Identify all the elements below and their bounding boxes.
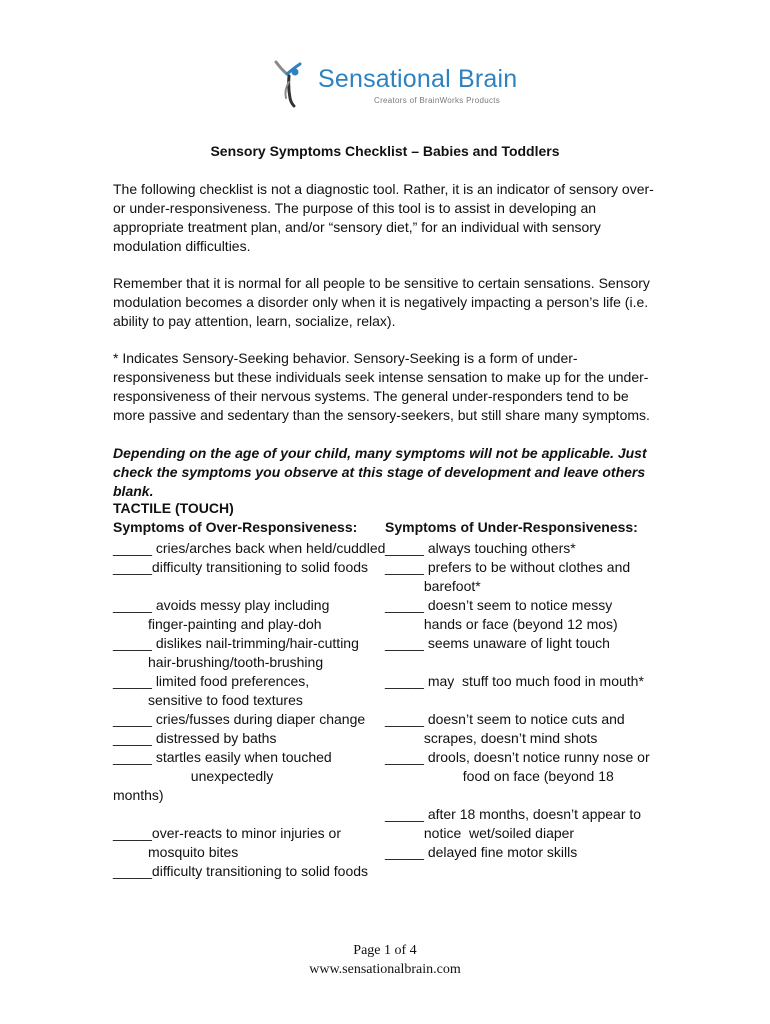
over-item-line: _____ cries/arches back when held/cuddled: [113, 540, 386, 556]
brain-figure-icon: [274, 58, 314, 108]
over-item-line: mosquito bites: [113, 844, 239, 860]
over-item-line: _____ cries/fusses during diaper change: [113, 711, 366, 727]
under-item-line: notice wet/soiled diaper: [385, 825, 575, 841]
logo-name: Sensational Brain: [318, 65, 518, 93]
over-item-line: finger-painting and play-doh: [113, 616, 322, 632]
under-item-line: barefoot*: [385, 578, 481, 594]
over-item-line: _____ dislikes nail-trimming/hair-cutting: [113, 635, 359, 651]
over-item-line: _____ startles easily when touched: [113, 749, 332, 765]
under-item-line: scrapes, doesn’t mind shots: [385, 730, 598, 746]
intro-paragraph-2: Remember that it is normal for all people to be sensitive to certain sensations. Sensory modulation becomes a disorder only when it is negatively impacting a person’s life (i.e. ability to pay attention, learn, socialize, relax).: [113, 275, 650, 329]
under-item-line: _____ delayed fine motor skills: [385, 844, 578, 860]
under-item-line: _____ may stuff too much food in mouth*: [385, 673, 644, 689]
intro-paragraph-1: The following checklist is not a diagnostic tool. Rather, it is an indicator of sensory over- or under-responsiveness. The purpose of this tool is to assist in developing an appropriate treatment plan, and/or “sensory diet,” for an individual with sensory modulation difficulties.: [113, 181, 654, 254]
wrapped-text: months): [113, 787, 164, 803]
over-item-line: _____over-reacts to minor injuries or: [113, 825, 341, 841]
instructions-paragraph: Depending on the age of your child, many symptoms will not be applicable. Just check the symptoms you observe at this stage of development and leave others blank.: [113, 445, 647, 499]
under-item-line: _____ doesn’t seem to notice messy: [385, 597, 613, 613]
page-number: Page 1 of 4: [353, 943, 417, 958]
over-item-line: _____ avoids messy play including: [113, 597, 330, 613]
under-item-line: _____ seems unaware of light touch: [385, 635, 610, 651]
under-item-line: _____ after 18 months, doesn’t appear to: [385, 806, 642, 822]
over-item-line: sensitive to food textures: [113, 692, 303, 708]
over-item-line: _____ distressed by baths: [113, 730, 277, 746]
footer-url: www.sensationalbrain.com: [309, 962, 461, 977]
over-responsiveness-heading: Symptoms of Over-Responsiveness:: [113, 519, 358, 535]
over-item-line: _____difficulty transitioning to solid foods: [113, 559, 369, 575]
under-item-line: _____ doesn’t seem to notice cuts and: [385, 711, 625, 727]
sensational-brain-logo: [274, 58, 518, 114]
document-title: Sensory Symptoms Checklist – Babies and Toddlers: [210, 143, 560, 159]
under-item-line: _____ drools, doesn’t notice runny nose or: [385, 749, 650, 765]
over-item-line: _____ limited food preferences,: [113, 673, 310, 689]
under-responsiveness-heading: Symptoms of Under-Responsiveness:: [385, 519, 638, 535]
under-item-line: food on face (beyond 18: [385, 768, 614, 784]
under-item-line: _____ always touching others*: [385, 540, 576, 556]
over-item-line: _____difficulty transitioning to solid foods: [113, 863, 369, 879]
under-item-line: hands or face (beyond 12 mos): [385, 616, 618, 632]
over-item-line: unexpectedly: [113, 768, 274, 784]
under-item-line: _____ prefers to be without clothes and: [385, 559, 631, 575]
logo-tagline: Creators of BrainWorks Products: [374, 96, 501, 105]
section-title: TACTILE (TOUCH): [113, 500, 234, 516]
over-item-line: hair-brushing/tooth-brushing: [113, 654, 324, 670]
intro-paragraph-3: * Indicates Sensory-Seeking behavior. Sensory-Seeking is a form of under-responsiveness but these individuals seek intense sensation to make up for the under-responsiveness of their nervous systems. The general under-responders tend to be more passive and sedentary than the sensory-seekers, but still share many symptoms.: [113, 350, 650, 423]
